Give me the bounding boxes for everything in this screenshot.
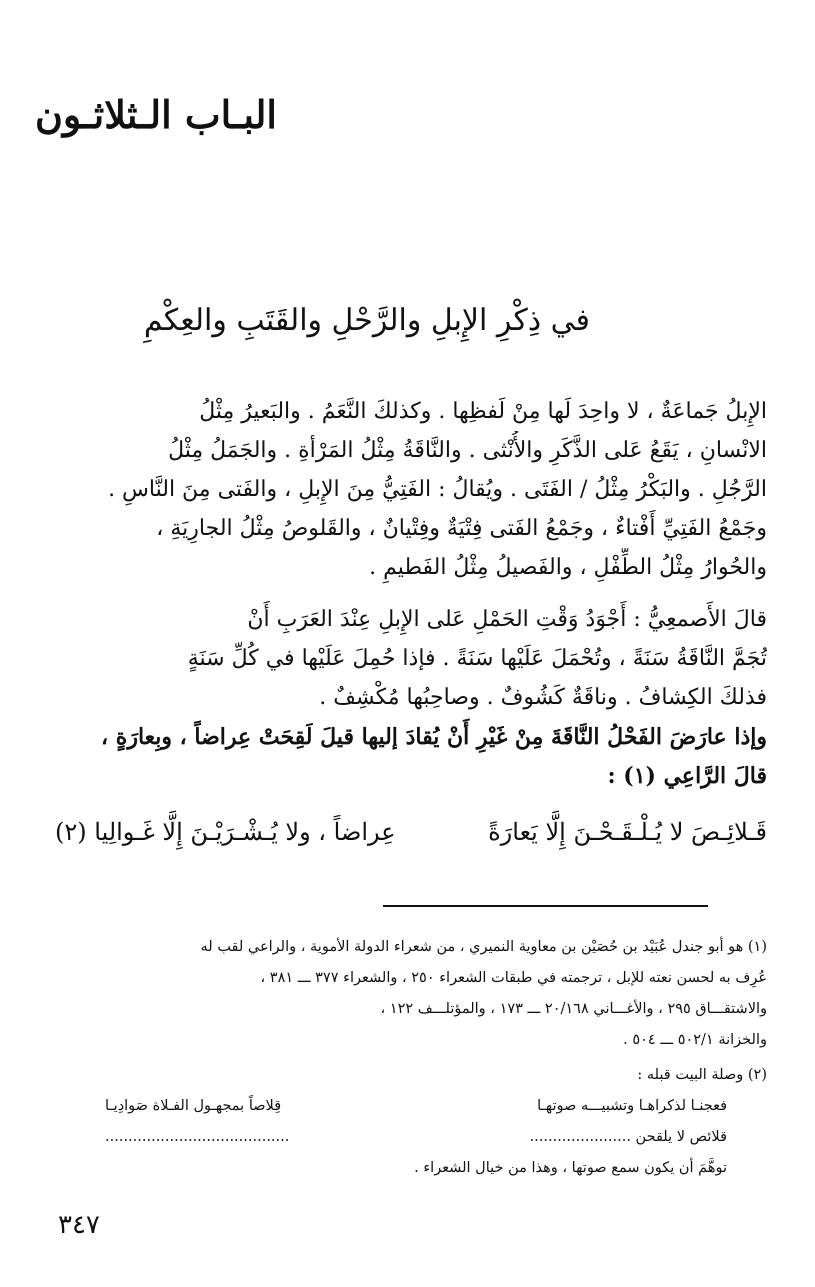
footnote-1 (60, 932, 767, 1056)
footnote-line: والخزانة ٥٠٢/١ ـــ ٥٠٤ . (623, 1032, 767, 1048)
text-line: الإِبلُ جَماعَةٌ ، لا واحِدَ لَها مِنْ لَفظِها . وكذلكَ النَّعَمُ . والبَعيرُ مِثْلُ (199, 399, 767, 424)
page-number: ٣٤٧ (58, 1210, 100, 1240)
footnote-verse-1 (60, 1091, 767, 1122)
footnote-verse-1-second: قِلاصاً بمجهـول الفـلاة صَوادِيـا (105, 1098, 282, 1114)
text-line: فذلكَ الكِشافُ . وناقَةٌ كَشُوفٌ . وصاحِبُها مُكْشِفٌ . (319, 685, 767, 710)
chapter-title: البـاب الـثلاثـون (35, 92, 277, 137)
footnote-note: توهَّمَ أن يكون سمع صوتها ، وهذا من خيال الشعراء . (414, 1160, 727, 1176)
footnote-intro: (٢) وصلة البيت قبله : (637, 1067, 767, 1083)
paragraph-irad (60, 718, 767, 796)
text-line: وإذا عارَضَ الفَحْلُ النَّاقَةَ مِنْ غَيْرِ أَنْ يُقادَ إليها قيلَ لَقِحَتْ عِراضاً ، وبِعارَةٍ ، (101, 724, 767, 750)
footnote-verse-2-second: ........................................ (105, 1129, 290, 1145)
paragraph-camels (60, 392, 767, 587)
footnote-verse-2-first: قلائص لا يلقحن ...................... (529, 1129, 727, 1145)
footnote-divider (383, 905, 708, 907)
footnote-line: (١) هو أبو جندل عُبَيْد بن حُصَيْن بن معاوية النميري ، من شعراء الدولة الأموية ، والراعي لقب له (200, 939, 767, 955)
section-title: في ذِكْرِ الإِبلِ والرَّحْلِ والقَتَبِ والعِكْمِ (143, 303, 590, 338)
footnote-2 (60, 1060, 767, 1184)
poem-second-hemistich: عِراضاً ، ولا يُـشْـرَيْـنَ إِلَّا غَـوالِيا (٢) (55, 818, 396, 846)
text-line: تُجَمَّ النَّاقَةُ سَنَةً ، وتُحْمَلَ عَلَيْها سَنَةً . فإذا حُمِلَ عَلَيْها في كُلِّ سَنَةٍ (187, 646, 767, 671)
poem-verse (55, 810, 767, 854)
footnote-line: عُرِف به لحسن نعته للإبل ، ترجمته في طبقات الشعراء ٢٥٠ ، والشعراء ٣٧٧ ـــ ٣٨١ ، (260, 970, 767, 986)
footnote-line: والاشتقـــاق ٢٩٥ ، والأغـــاني ٢٠/١٦٨ ـــ ١٧٣ ، والمؤتلـــف ١٢٢ ، (380, 1001, 767, 1017)
poem-first-hemistich: قَـلائِـصَ لا يُـلْـقَـحْـنَ إِلَّا يَعارَةً (488, 818, 767, 846)
text-line: والحُوارُ مِثْلُ الطِّفْلِ ، والفَصيلُ مِثْلُ الفَطيمِ . (369, 555, 767, 580)
text-line: قالَ الأَصمعِيُّ : أَجْوَدُ وَقْتِ الحَمْلِ عَلى الإِبلِ عِنْدَ العَرَبِ أَنْ (247, 607, 767, 632)
text-line: الرَّجُلِ . والبَكْرُ مِثْلُ / الفَتَى . ويُقالُ : الفَتِيُّ مِنَ الإِبلِ ، والفَتى مِنَ النَّاسِ . (108, 477, 767, 502)
footnote-verse-1-first: فعجنـا لذكراهـا وتشبيـــه صوتهـا (537, 1098, 727, 1114)
text-line: وجَمْعُ الفَتِيِّ أَفْتاءٌ ، وجَمْعُ الفَتى فِتْيَةٌ وفِتْيانٌ ، والقَلوصُ مِثْلُ الجارِيَةِ ، (156, 516, 767, 541)
paragraph-asmai (60, 600, 767, 717)
text-line: الانْسانِ ، يَقَعُ عَلى الذَّكَرِ والأُنْثى . والنَّاقَةُ مِثْلُ المَرْأةِ . والجَمَلُ مِثْلُ (168, 438, 767, 463)
text-line: قالَ الرَّاعِي (١) : (607, 763, 767, 789)
footnote-verse-2 (60, 1122, 767, 1153)
